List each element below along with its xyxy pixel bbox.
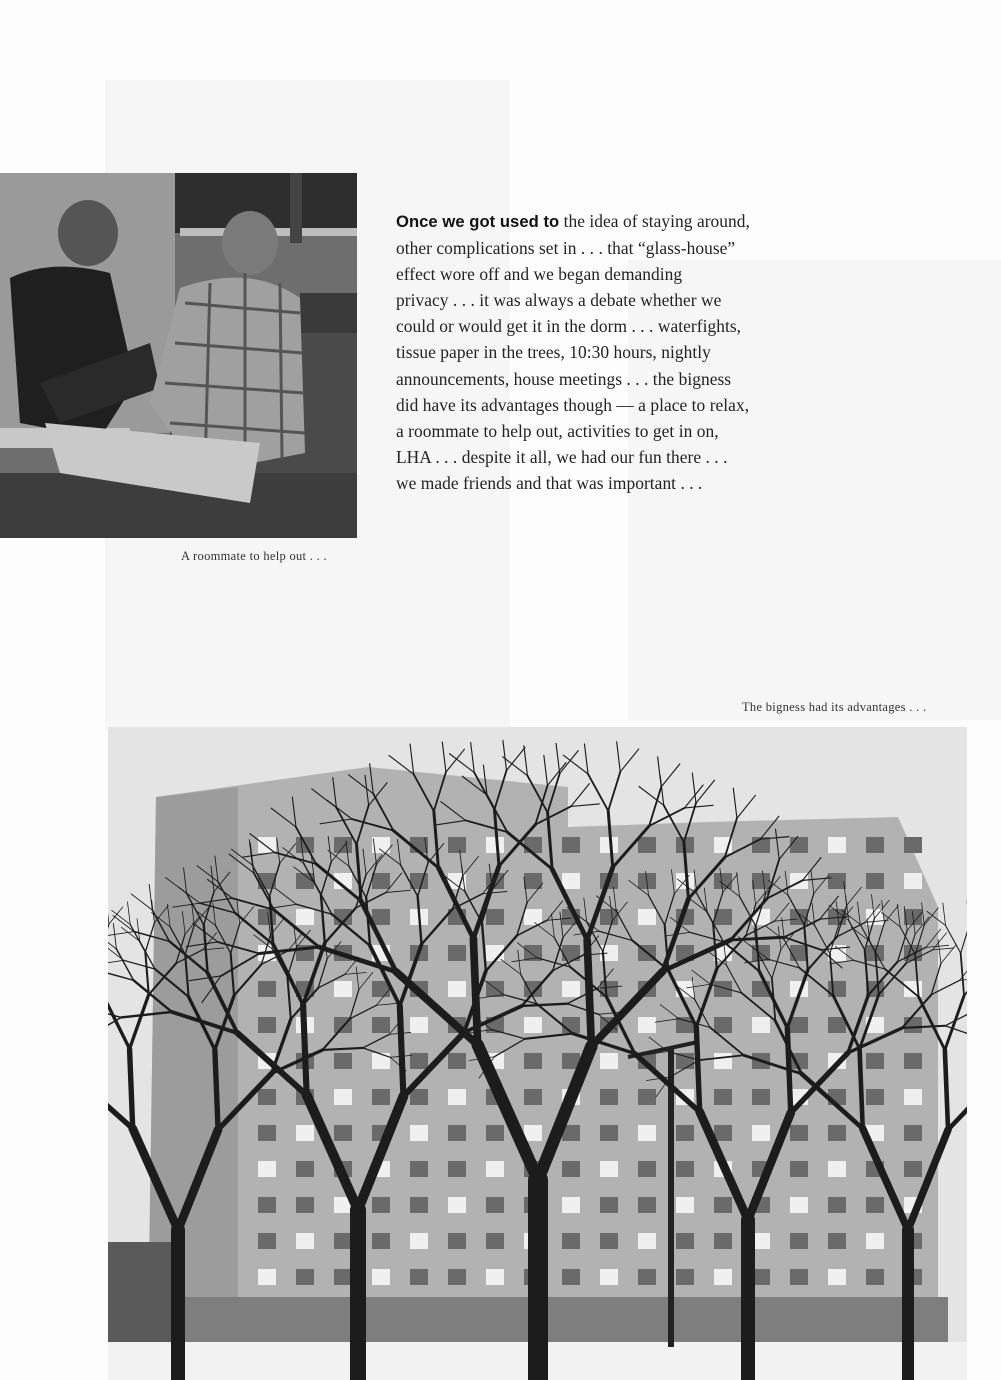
- building-window: [676, 1233, 694, 1249]
- building-window: [448, 1053, 466, 1069]
- building-window: [258, 1269, 276, 1285]
- photo-roommates: [0, 173, 357, 538]
- lead-in: Once we got used to: [396, 212, 560, 231]
- building-window: [904, 945, 922, 961]
- tree-branch: [587, 940, 591, 1046]
- building-window: [448, 981, 466, 997]
- building-window: [790, 1017, 808, 1033]
- building-window: [866, 1233, 884, 1249]
- body-line: other complications set in . . . that “glass-house”: [396, 238, 736, 259]
- building-window: [448, 1269, 466, 1285]
- building-window: [296, 1233, 314, 1249]
- building-window: [790, 1269, 808, 1285]
- building-window: [790, 873, 808, 889]
- building-window: [410, 1269, 428, 1285]
- building-window: [562, 873, 580, 889]
- photo-dormitory-with-bare-trees-icon: [108, 727, 967, 1380]
- building-window: [714, 873, 732, 889]
- building-window: [410, 1233, 428, 1249]
- building-window: [638, 1233, 656, 1249]
- building-window: [676, 1161, 694, 1177]
- building-window: [296, 1197, 314, 1213]
- building-window: [866, 909, 884, 925]
- building-window: [638, 1269, 656, 1285]
- building-window: [714, 1269, 732, 1285]
- building-window: [904, 1089, 922, 1105]
- building-window: [904, 1125, 922, 1141]
- building-window: [334, 1053, 352, 1069]
- building-window: [752, 1017, 770, 1033]
- building-window: [828, 1233, 846, 1249]
- building-window: [334, 1269, 352, 1285]
- building-window: [524, 1089, 542, 1105]
- building-window: [904, 873, 922, 889]
- body-line: tissue paper in the trees, 10:30 hours, nightly: [396, 342, 711, 363]
- body-copy: [396, 208, 836, 496]
- building-window: [410, 1053, 428, 1069]
- tree-branch: [696, 1027, 699, 1112]
- building-window: [258, 1233, 276, 1249]
- building-window: [638, 1017, 656, 1033]
- building-window: [372, 873, 390, 889]
- building-window: [334, 1125, 352, 1141]
- building-window: [372, 1089, 390, 1105]
- building-window: [486, 1125, 504, 1141]
- building-window: [904, 1017, 922, 1033]
- building-window: [334, 981, 352, 997]
- building-window: [790, 1161, 808, 1177]
- building-window: [486, 1161, 504, 1177]
- building-window: [600, 1089, 618, 1105]
- building-window: [714, 1017, 732, 1033]
- body-line: privacy . . . it was always a debate whether we: [396, 290, 722, 311]
- building-window: [638, 1197, 656, 1213]
- body-line: effect wore off and we began demanding: [396, 264, 683, 285]
- building-window: [790, 837, 808, 853]
- building-window: [676, 1197, 694, 1213]
- building-window: [600, 1269, 618, 1285]
- tree-branch: [303, 1005, 307, 1096]
- building-window: [296, 1161, 314, 1177]
- building-window: [524, 1125, 542, 1141]
- building-window: [562, 1017, 580, 1033]
- building-window: [600, 1197, 618, 1213]
- building-window: [866, 837, 884, 853]
- building-window: [258, 909, 276, 925]
- building-window: [448, 837, 466, 853]
- building-window: [334, 837, 352, 853]
- building-window: [258, 1017, 276, 1033]
- building-window: [410, 1161, 428, 1177]
- building-window: [524, 873, 542, 889]
- building-window: [828, 837, 846, 853]
- building-window: [714, 1089, 732, 1105]
- tree-branch: [400, 1006, 404, 1097]
- building-window: [258, 981, 276, 997]
- building-window: [752, 1125, 770, 1141]
- building-window: [372, 1233, 390, 1249]
- building-window: [790, 1197, 808, 1213]
- building-window: [486, 1269, 504, 1285]
- building-window: [258, 1125, 276, 1141]
- building-window: [524, 1053, 542, 1069]
- building-window: [448, 945, 466, 961]
- building-window: [486, 1233, 504, 1249]
- tree-branch: [945, 1050, 948, 1130]
- tree-branch: [215, 1050, 218, 1130]
- tree-branch: [473, 938, 477, 1044]
- building-window: [714, 1125, 732, 1141]
- building-window: [258, 1089, 276, 1105]
- body-line: we made friends and that was important . . .: [396, 472, 703, 493]
- building-window: [410, 1125, 428, 1141]
- building-window: [866, 873, 884, 889]
- body-line: announcements, house meetings . . . the bigness: [396, 368, 732, 389]
- photo-dormitory: [108, 727, 967, 1380]
- building-window: [714, 1233, 732, 1249]
- building-window: [524, 837, 542, 853]
- building-window: [372, 909, 390, 925]
- body-line: LHA . . . despite it all, we had our fun there . . .: [396, 446, 728, 467]
- building-window: [600, 1161, 618, 1177]
- building-window: [486, 909, 504, 925]
- building-window: [676, 1269, 694, 1285]
- building-window: [828, 1197, 846, 1213]
- building-window: [524, 909, 542, 925]
- building-window: [562, 1233, 580, 1249]
- building-window: [410, 1197, 428, 1213]
- building-window: [866, 1269, 884, 1285]
- building-window: [296, 1125, 314, 1141]
- building-window: [714, 1053, 732, 1069]
- building-window: [410, 1089, 428, 1105]
- building-window: [600, 1053, 618, 1069]
- building-window: [828, 1125, 846, 1141]
- building-window: [600, 1233, 618, 1249]
- building-window: [448, 1197, 466, 1213]
- building-window: [600, 837, 618, 853]
- building-window: [828, 1017, 846, 1033]
- body-line: did have its advantages though — a place to relax,: [396, 394, 750, 415]
- building-window: [486, 1197, 504, 1213]
- building-window: [410, 1017, 428, 1033]
- building-window: [562, 981, 580, 997]
- building-window: [752, 1089, 770, 1105]
- building-window: [486, 837, 504, 853]
- photo-two-students-talking-icon: [0, 173, 357, 538]
- building-window: [790, 1233, 808, 1249]
- building-window: [828, 1269, 846, 1285]
- building-window: [638, 837, 656, 853]
- body-line: could or would get it in the dorm . . . waterfights,: [396, 316, 742, 337]
- building-window: [828, 873, 846, 889]
- building-window: [334, 1089, 352, 1105]
- building-window: [638, 1125, 656, 1141]
- building-window: [448, 1089, 466, 1105]
- building-window: [372, 1053, 390, 1069]
- building-window: [372, 1017, 390, 1033]
- building-window: [562, 1197, 580, 1213]
- body-line-1-text: the idea of staying around,: [559, 211, 750, 231]
- building-window: [448, 1233, 466, 1249]
- body-line: a roommate to help out, activities to get in on,: [396, 420, 719, 441]
- building-window: [752, 873, 770, 889]
- building-window: [258, 837, 276, 853]
- building-window: [372, 1269, 390, 1285]
- building-window: [676, 1053, 694, 1069]
- building-window: [714, 1197, 732, 1213]
- building-window: [562, 1161, 580, 1177]
- building-window: [372, 1197, 390, 1213]
- building-window: [258, 1161, 276, 1177]
- building-window: [448, 1161, 466, 1177]
- building-window: [600, 1125, 618, 1141]
- building-window: [638, 909, 656, 925]
- building-window: [904, 1053, 922, 1069]
- building-window: [866, 1197, 884, 1213]
- caption-bottom-photo: The bigness had its advantages . . .: [742, 700, 927, 714]
- building-window: [448, 1125, 466, 1141]
- building-window: [562, 1269, 580, 1285]
- building-window: [790, 1125, 808, 1141]
- building-window: [828, 1161, 846, 1177]
- building-window: [904, 1161, 922, 1177]
- building-window: [638, 1089, 656, 1105]
- building-window: [638, 1161, 656, 1177]
- building-window: [524, 1017, 542, 1033]
- building-window: [562, 837, 580, 853]
- tree-branch: [860, 1049, 863, 1129]
- body-line-1: [396, 208, 836, 235]
- building-window: [866, 1089, 884, 1105]
- building-window: [676, 1125, 694, 1141]
- building-window: [904, 837, 922, 853]
- caption-top-photo: A roommate to help out . . .: [181, 549, 327, 563]
- building-window: [866, 1053, 884, 1069]
- tree-branch: [130, 1049, 133, 1129]
- building-window: [258, 1197, 276, 1213]
- building-window: [334, 1233, 352, 1249]
- building-window: [296, 1269, 314, 1285]
- building-window: [296, 909, 314, 925]
